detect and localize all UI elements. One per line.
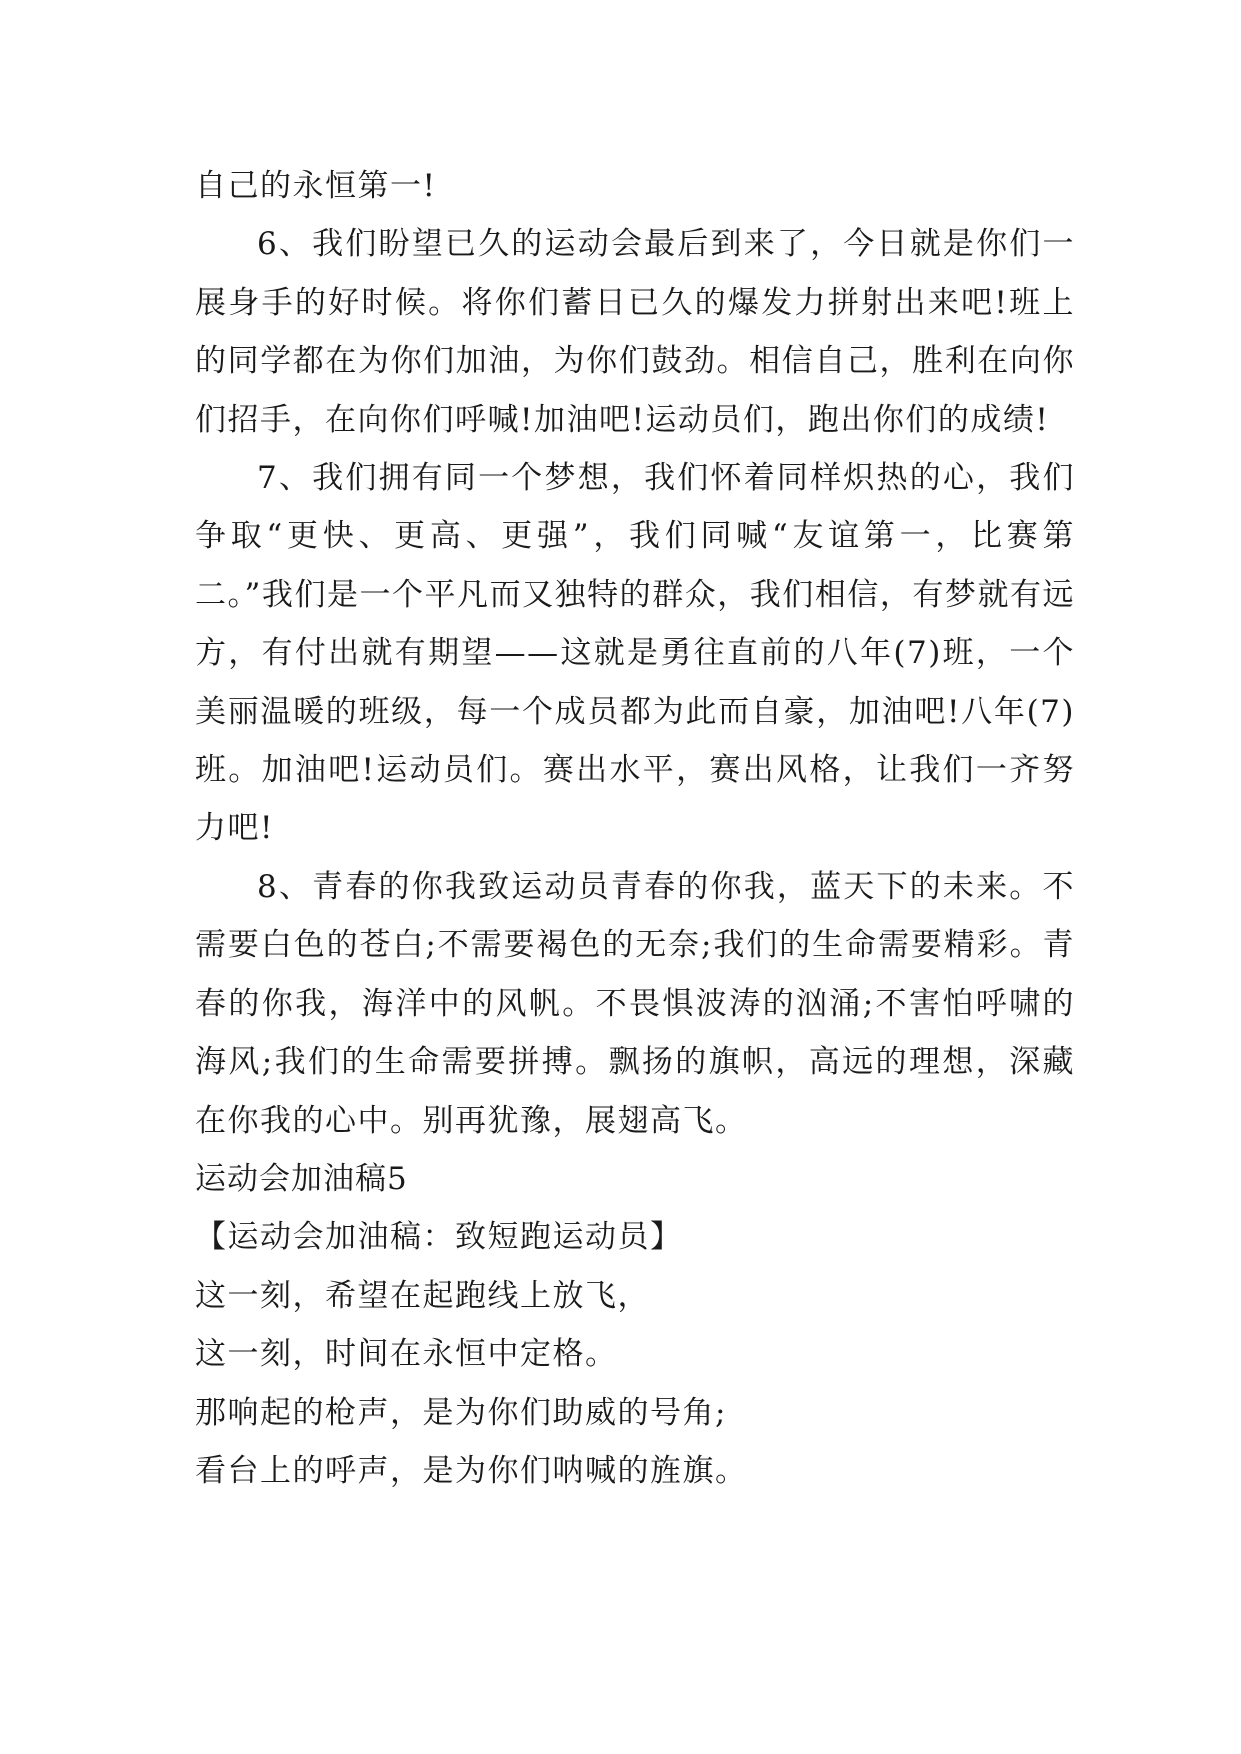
document-body bbox=[195, 157, 1075, 1500]
paragraph-6: 6、我们盼望已久的运动会最后到来了，今日就是你们一展身手的好时候。将你们蓄日已久的爆发力拼射出来吧!班上的同学都在为你们加油，为你们鼓劲。相信自己，胜利在向你们招手，在向你们呼喊!加油吧!运动员们，跑出你们的成绩! bbox=[195, 226, 1075, 438]
poem-line: 这一刻，希望在起跑线上放飞， bbox=[195, 1277, 650, 1314]
continuation-line: 自己的永恒第一! bbox=[195, 168, 437, 204]
paragraph-7: 7、我们拥有同一个梦想，我们怀着同样炽热的心，我们争取“更快、更高、更强”，我们同喊“友谊第一，比赛第二。”我们是一个平凡而又独特的群众，我们相信，有梦就有远方，有付出就有期望——这就是勇往直前的八年(7)班，一个美丽温暖的班级，每一个成员都为此而自豪，加油吧!八年(7)班。加油吧!运动员们。赛出水平，赛出风格，让我们一齐努力吧! bbox=[195, 460, 1075, 847]
paragraph-8: 8、青春的你我致运动员青春的你我，蓝天下的未来。不需要白色的苍白;不需要褐色的无奈;我们的生命需要精彩。青春的你我，海洋中的风帆。不畏惧波涛的汹涌;不害怕呼啸的海风;我们的生命需要拼搏。飘扬的旗帜，高远的理想，深藏在你我的心中。别再犹豫，展翅高飞。 bbox=[195, 868, 1075, 1139]
section-title: 运动会加油稿5 bbox=[195, 1160, 408, 1197]
poem-line: 这一刻，时间在永恒中定格。 bbox=[195, 1336, 618, 1373]
poem-line: 那响起的枪声，是为你们助威的号角; bbox=[195, 1394, 727, 1431]
poem-title: 【运动会加油稿：致短跑运动员】 bbox=[195, 1219, 683, 1256]
poem-line: 看台上的呼声，是为你们呐喊的旌旗。 bbox=[195, 1452, 748, 1489]
